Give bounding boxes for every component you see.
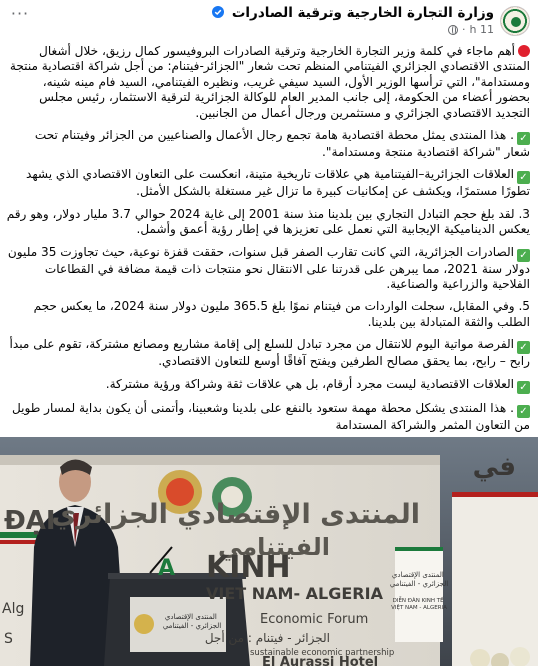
verified-icon (212, 6, 224, 18)
banner-kinh-word: KINH (206, 550, 291, 585)
banner-country: VIET NAM- ALGERIA (206, 584, 383, 603)
banner-hotel: El Aurassi Hotel (262, 655, 379, 666)
check-mark-icon: ✓ (517, 341, 530, 354)
banner-alg-word: Alg (2, 601, 25, 617)
post-paragraph-9: ✓. هذا المنتدى يشكل محطة مهمة ستعود بالنفع على بلدينا وشعبينا، وأتمنى أن يكون بداية لمسار طويل من التعاون المثمر والشراكة المستدامة (11, 400, 530, 432)
check-mark-icon: ✓ (517, 132, 530, 145)
post-time[interactable]: 11 h (469, 23, 494, 36)
post-paragraph-5: ✓الصادرات الجزائرية، التي كانت تقارب الصفر قبل سنوات، حققت قفزة نوعية، حيث تجاوزت 35 مليون دولار سنة 2021، مما يبرهن على قدرتنا على الانتقال نحو منتجات ذات قيمة مضافة في القطاعات الفلاحية والزراعية والصناعية. (7, 244, 530, 292)
check-mark-icon: ✓ (517, 249, 530, 262)
post-paragraph-3: ✓العلاقات الجزائرية–الفيتنامية هي علاقات تاريخية متينة، انعكست على التعاون الاقتصادي الذي يشهد تطورًا مستمرًا، ويكشف عن إمكانيات كبيرة ما تزال غير مستغلة بالشكل الأمثل. (26, 167, 530, 199)
check-mark-icon: ✓ (517, 171, 530, 184)
page-name-text[interactable]: وزارة التجارة الخارجية وترقية الصادرات (231, 5, 494, 21)
more-options-icon[interactable]: ··· (10, 4, 30, 23)
post-paragraph-7: ✓الفرصة مواتية اليوم للانتقال من مجرد تبادل للسلع إلى إقامة مشاريع ومصانع مشتركة، تقوم على مبدأ رابح – رابح، بما يحقق مصالح الطرفين ويفتح آفاقًا أوسع للتعاون الاقتصادي. (9, 337, 530, 369)
check-mark-icon: ✓ (517, 405, 530, 418)
banner-fi-letter: في (472, 452, 516, 482)
check-mark-icon: ✓ (517, 381, 530, 394)
banner-arabic-title-2: الفيتنامي (217, 533, 330, 561)
banner-vn-word: ĐẠI (4, 506, 56, 536)
red-circle-icon (518, 45, 530, 57)
podium-front-text: المنتدى الإقتصادي الجزائري - الفيتنامي (162, 613, 222, 630)
page-name[interactable] (212, 5, 494, 21)
podium-sign-ar: المنتدى الإقتصادي الجزائري - الفيتنامي (389, 571, 449, 588)
post-photo[interactable] (0, 437, 538, 666)
post-body (6, 44, 530, 440)
banner-tagline-en: sustainable economic partnership (250, 648, 395, 658)
post-meta: 11 h · (448, 23, 494, 36)
page-avatar[interactable] (500, 6, 530, 36)
forum-photo[interactable] (0, 437, 538, 666)
post-paragraph-4: 3. لقد بلغ حجم التبادل التجاري بين بلدينا منذ سنة 2001 إلى غاية 2024 حوالي 3.7 مليار دولار، وهو رقم يعكس الديناميكية الإيجابية التي نعمل على تعزيزها في إطار رؤية أعمق وأشمل. (6, 206, 530, 237)
podium-sign-vn: DIỄN ĐÀN KINH TẾ VIỆT NAM - ALGERIA (391, 598, 447, 611)
post-paragraph-8: ✓العلاقات الاقتصادية ليست مجرد أرقام، بل هي علاقات ثقة وشراكة ورؤية مشتركة. (6, 377, 530, 394)
banner-a-letter: A (158, 556, 176, 581)
globe-icon (448, 25, 458, 35)
post-header (0, 0, 538, 42)
post-paragraph-1: أهم ماجاء في كلمة وزير التجارة الخارجية وترقية الصادرات البروفيسور كمال رزيق، خلال أشغال المنتدى الاقتصادي الجزائري الفيتنامي المنظم تحت شعار "الجزائر-فيتنام: من أجل شراكة اقتصادية منتجة ومستدامة"، التي ترأسها الوزير الأول، السيد سيفي غريب، ونظيره الفيتنامي، السيد فام مينه شينه، بحضور أعضاء من الحكومة، إلى جانب المدير العام للوكالة الجزائرية لترقية الاستثمار، رئيس مجلس التجديد الاقتصادي الجزائري و مستثمرين ورجال أعمال من الجانبين. (9, 44, 530, 120)
banner-forum: Economic Forum (260, 612, 369, 627)
banner-arabic-title: المنتدى الإقتصادي الجزائري (51, 499, 420, 530)
post-paragraph-2: ✓. هذا المنتدى يمثل محطة اقتصادية هامة تجمع رجال الأعمال والصناعيين من الجزائر وفيتنام تحت شعار "شراكة اقتصادية منتجة ومستدامة". (34, 128, 530, 160)
banner-s-letter: S (4, 631, 13, 647)
banner-tagline-ar: الجزائر - فيتنام : من أجل (204, 631, 330, 645)
post-paragraph-6: 5. وفي المقابل، سجلت الواردات من فيتنام نموًا بلغ 365.5 مليون دولار سنة 2024، ما يعكس حجم الطلب والثقة المتبادلة بين بلدينا. (33, 299, 530, 329)
